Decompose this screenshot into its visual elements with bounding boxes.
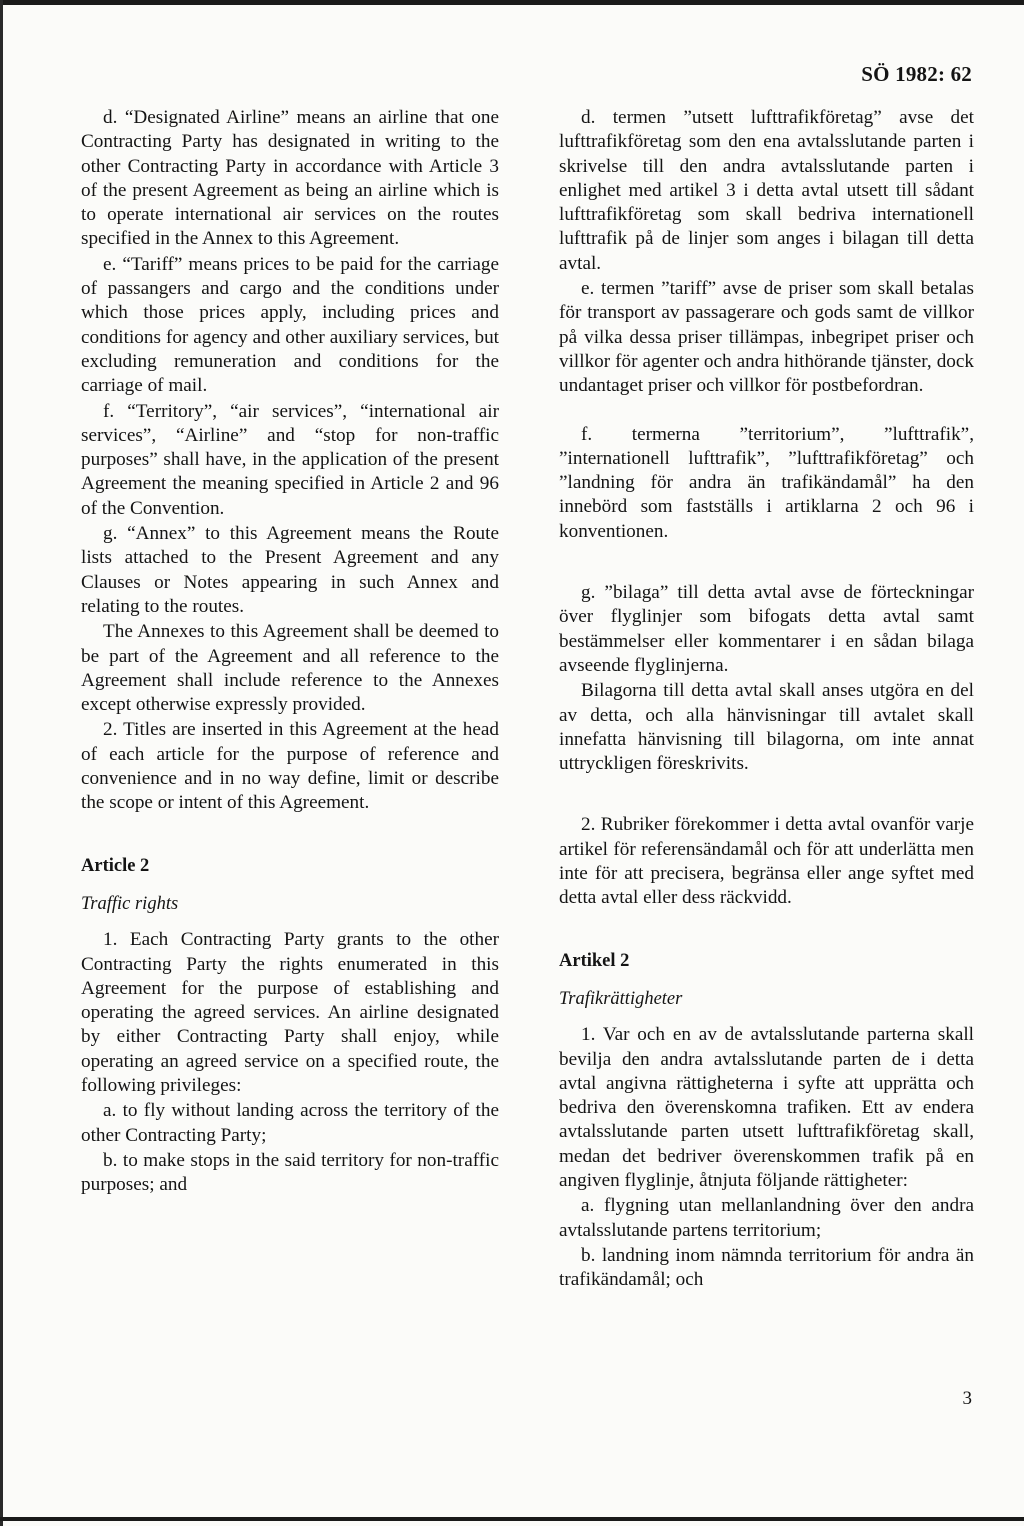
left-border-rule [0,0,3,1526]
titles-paragraph-sv: 2. Rubriker förekommer i detta avtal ovanför varje artikel för referensändamål och för att underlätta men inte för att precisera, begränsa eller ange syftet med detta avtal eller dess räckvidd. [559,814,974,909]
document-reference: SÖ 1982: 62 [861,62,972,86]
article-subheading: Traffic rights [81,893,179,914]
article-paragraph-b-sv: b. landning inom nämnda territorium för andra än trafikändamål; och [559,1244,974,1291]
annex-paragraph: The Annexes to this Agreement shall be deemed to be part of the Agreement and all reference to the Agreement shall include reference to the Annexes except otherwise expressly provided. [81,621,499,716]
definition-f-sv: f. termerna ”territorium”, ”lufttrafik”, ”internationell lufttrafik”, ”lufttrafikföretag” och ”landning för andra än trafikändamål” ha den innebörd som fastställs i artiklarna 2 och 96 i konventionen. [559,423,974,542]
article-paragraph-a: a. to fly without landing across the territory of the other Contracting Party; [81,1100,499,1146]
top-border-rule [0,0,1024,5]
article-heading: Article 2 [81,855,150,876]
article-subheading-sv: Trafikrättigheter [559,988,683,1009]
bottom-border-rule [0,1517,1024,1521]
annex-paragraph-sv: Bilagorna till detta avtal skall anses utgöra en del av detta, och alla hänvisningar till avtalet skall innefatta hänvisning till bilagorna, om inte annat uttryckligen föreskrivits. [559,680,974,775]
definition-e-sv: e. termen ”tariff” avse de priser som skall betalas för transport av passagerare och gods samt de villkor på vilka dessa priser tillämpas, inbegripet priser och villkor för agenter och andra hithörande tjänster, dock undantaget priser och villkor för postbefordran. [559,278,974,397]
page-number: 3 [962,1388,972,1409]
definition-g-sv: g. ”bilaga” till detta avtal avse de förteckningar över flyglinjer som bifogats detta avtal samt bestämmelser eller kommentarer i en sådan bilaga avseende flyglinjerna. [559,582,974,676]
titles-paragraph: 2. Titles are inserted in this Agreement at the head of each article for the purpose of reference and convenience and in no way define, limit or describe the scope or intent of this Agreement. [81,719,499,814]
article-paragraph-b: b. to make stops in the said territory for non-traffic purposes; and [81,1149,499,1196]
definition-g: g. “Annex” to this Agreement means the Route lists attached to the Present Agreement and any Clauses or Notes appearing in such Annex and relating to the routes. [81,523,499,617]
definition-e: e. “Tariff” means prices to be paid for the carriage of passangers and cargo and the conditions under which those prices apply, including prices and conditions for agency and other auxiliary services, but excluding remuneration and conditions for the carriage of mail. [81,253,499,397]
english-column [81,106,499,1198]
definition-d-sv: d. termen ”utsett lufttrafikföretag” avse det lufttrafikföretag som den ena avtalsslutande parten i skrivelse till den andra avtalsslutande parten i enlighet med artikel 3 i detta avtal utsett till sådant lufttrafikföretag som skall bedriva internationell lufttrafik på de linjer som anges i bilagan till detta avtal. [559,107,974,274]
definition-d: d. “Designated Airline” means an airline that one Contracting Party has designated in writing to the other Contracting Party in accordance with Article 3 of the present Agreement as being an airline which is to operate international air services on the routes specified in the Annex to this Agreement. [81,107,499,250]
swedish-column [559,106,974,1293]
article-heading-sv: Artikel 2 [559,950,630,971]
definition-f: f. “Territory”, “air services”, “international air services”, “Airline” and “stop for non-traffic purposes” shall have, in the application of the present Agreement the meaning specified in Article 2 and 96 of the Convention. [81,400,499,519]
article-paragraph-1: 1. Each Contracting Party grants to the other Contracting Party the rights enumerated in this Agreement for the purpose of establishing and operating the agreed services. An airline designated by either Contracting Party shall enjoy, while operating an agreed service on a specified route, the following privileges: [81,929,499,1096]
article-paragraph-1-sv: 1. Var och en av de avtalsslutande parterna skall bevilja den andra avtalsslutande parten de i detta avtal angivna rättigheterna i syfte att upprätta och bedriva den överenskomna trafiken. Ett av endera avtalsslutande parten utsett lufttrafikföretag skall, medan det bedriver överenskommen trafik på en angiven flyglinje, åtnjuta följande rättigheter: [559,1024,974,1191]
article-paragraph-a-sv: a. flygning utan mellanlandning över den andra avtalsslutande partens territorium; [559,1195,974,1241]
